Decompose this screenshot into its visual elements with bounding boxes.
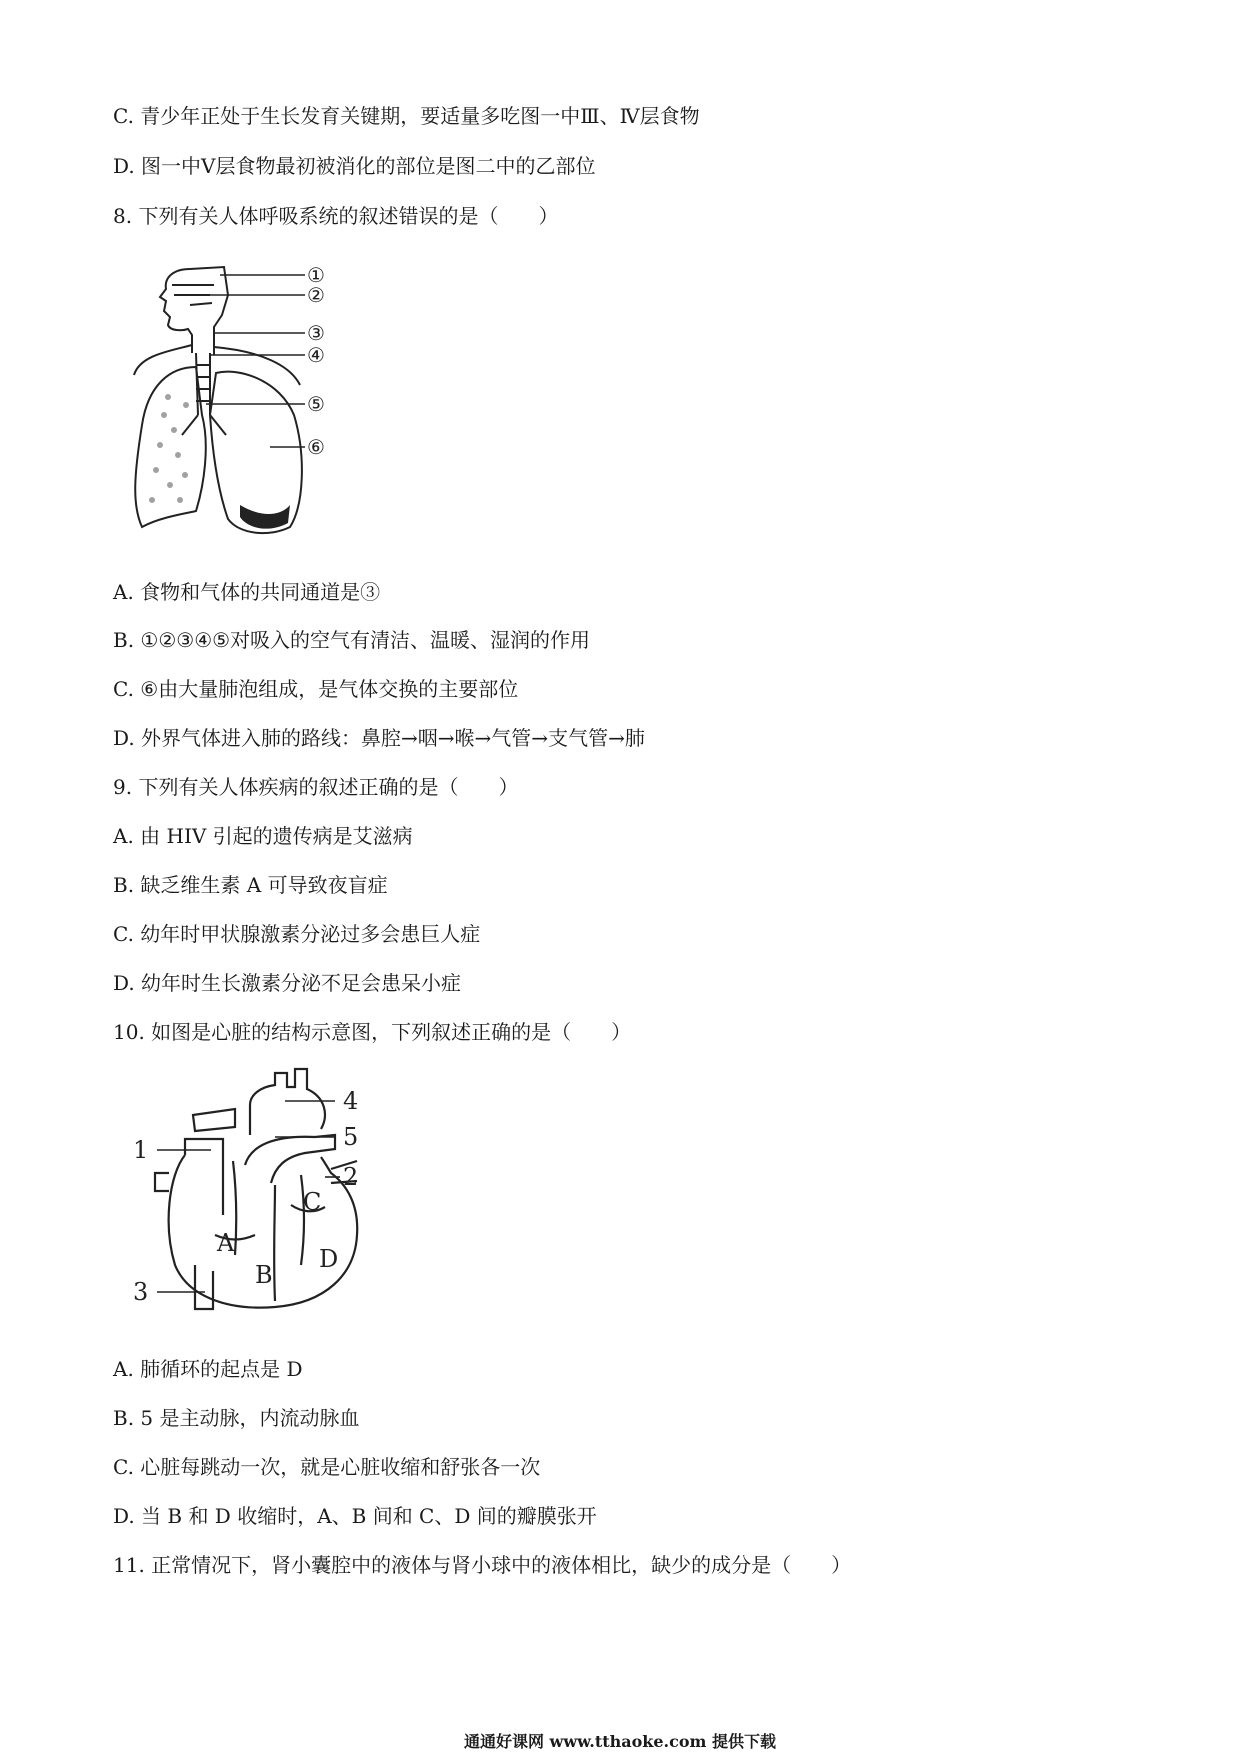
q7-option-d: D. 图一中Ⅴ层食物最初被消化的部位是图二中的乙部位 xyxy=(113,154,596,178)
resp-label-1: ① xyxy=(307,263,325,287)
q9-option-c: C. 幼年时甲状腺激素分泌过多会患巨人症 xyxy=(113,922,481,946)
q9-option-d: D. 幼年时生长激素分泌不足会患呆小症 xyxy=(113,971,462,995)
q8-option-a: A. 食物和气体的共同通道是③ xyxy=(113,580,381,604)
heart-label-4: 4 xyxy=(343,1087,359,1115)
q9-stem: 9. 下列有关人体疾病的叙述正确的是（ ） xyxy=(113,775,519,799)
q10-stem: 10. 如图是心脏的结构示意图，下列叙述正确的是（ ） xyxy=(113,1020,632,1044)
heart-chamber-d: D xyxy=(319,1245,339,1273)
q8-option-c: C. ⑥由大量肺泡组成，是气体交换的主要部位 xyxy=(113,677,519,701)
resp-label-3: ③ xyxy=(307,321,325,345)
q10-option-d: D. 当 B 和 D 收缩时，A、B 间和 C、D 间的瓣膜张开 xyxy=(113,1504,597,1528)
resp-label-5: ⑤ xyxy=(307,392,325,416)
resp-label-2: ② xyxy=(307,283,325,307)
q8-stem: 8. 下列有关人体呼吸系统的叙述错误的是（ ） xyxy=(113,204,559,228)
resp-label-6: ⑥ xyxy=(307,435,325,459)
heart-structure-figure xyxy=(125,1065,415,1335)
q10-option-b: B. 5 是主动脉，内流动脉血 xyxy=(113,1406,360,1430)
heart-label-5: 5 xyxy=(343,1123,359,1151)
page-footer: 通通好课网 www.tthaoke.com 提供下载 xyxy=(463,1732,777,1751)
q9-option-a: A. 由 HIV 引起的遗传病是艾滋病 xyxy=(113,824,413,848)
respiratory-system-figure xyxy=(130,255,390,555)
q11-stem: 11. 正常情况下，肾小囊腔中的液体与肾小球中的液体相比，缺少的成分是（ ） xyxy=(113,1553,852,1577)
resp-label-4: ④ xyxy=(307,343,325,367)
q8-option-b: B. ①②③④⑤对吸入的空气有清洁、温暖、湿润的作用 xyxy=(113,628,591,652)
heart-label-1: 1 xyxy=(133,1136,149,1164)
q10-option-c: C. 心脏每跳动一次，就是心脏收缩和舒张各一次 xyxy=(113,1455,541,1479)
q8-option-d: D. 外界气体进入肺的路线：鼻腔→咽→喉→气管→支气管→肺 xyxy=(113,726,645,750)
heart-chamber-c: C xyxy=(303,1188,322,1216)
q10-option-a: A. 肺循环的起点是 D xyxy=(113,1357,303,1381)
q9-option-b: B. 缺乏维生素 A 可导致夜盲症 xyxy=(113,873,388,897)
heart-label-2: 2 xyxy=(343,1163,359,1191)
heart-chamber-a: A xyxy=(217,1229,235,1257)
heart-label-3: 3 xyxy=(133,1278,149,1306)
q7-option-c: C. 青少年正处于生长发育关键期，要适量多吃图一中Ⅲ、Ⅳ层食物 xyxy=(113,104,700,128)
heart-chamber-b: B xyxy=(255,1261,273,1289)
